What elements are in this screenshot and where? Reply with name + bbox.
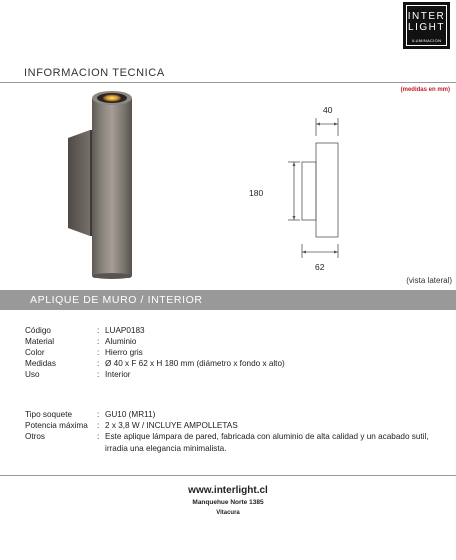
spec-label: Material — [25, 337, 55, 346]
spec-value: Aluminio — [105, 337, 137, 346]
spec-colon: : — [97, 421, 100, 430]
spec-label: Medidas — [25, 359, 56, 368]
side-view-diagram — [266, 98, 376, 273]
tube-bottom-rim — [92, 273, 132, 279]
spec-label: Otros — [25, 432, 46, 441]
website-link[interactable]: www.interlight.cl — [188, 485, 268, 496]
wall-plate — [68, 130, 90, 236]
dim-width-label: 40 — [323, 105, 333, 115]
spec-label: Código — [25, 326, 51, 335]
interlight-logo — [403, 2, 450, 49]
spec-label: Uso — [25, 370, 40, 379]
footer-city: Vitacura — [216, 510, 240, 516]
spec-value: LUAP0183 — [105, 326, 145, 335]
spec-value: GU10 (MR11) — [105, 410, 156, 419]
dim-depth-label: 62 — [315, 262, 325, 272]
lamp-tube — [92, 96, 132, 278]
spec-label: Tipo soquete — [25, 410, 73, 419]
logo-line-2: LIGHT — [408, 22, 445, 33]
logo-frame — [406, 5, 447, 46]
diagram-wall-plate — [302, 162, 316, 220]
spec-colon: : — [97, 337, 100, 346]
spec-colon: : — [97, 359, 100, 368]
footer-address: Manquehue Norte 1385 — [192, 499, 264, 506]
product-category-title: APLIQUE DE MURO / INTERIOR — [30, 294, 203, 306]
section-title: INFORMACION TECNICA — [24, 67, 165, 79]
product-category-band — [0, 290, 456, 310]
bottom-divider — [0, 475, 456, 476]
spec-value: Hierro gris — [105, 348, 143, 357]
spec-label: Color — [25, 348, 45, 357]
spec-colon: : — [97, 326, 100, 335]
spec-colon: : — [97, 410, 100, 419]
side-view-note: (vista lateral) — [406, 276, 452, 285]
spec-colon: : — [97, 370, 100, 379]
top-divider — [0, 82, 456, 83]
logo-line-3: ILUMINACION — [411, 38, 442, 43]
dim-height-label: 180 — [249, 188, 264, 198]
diagram-tube — [316, 143, 338, 237]
bulb — [103, 95, 121, 102]
spec-value: 2 x 3,8 W / INCLUYE AMPOLLETAS — [105, 421, 238, 430]
spec-value: Interior — [105, 370, 131, 379]
spec-description: Este aplique lámpara de pared, fabricada con aluminio de alta calidad y un acabado sutil, irradia una elegancia minimalista. — [105, 432, 429, 453]
spec-colon: : — [97, 348, 100, 357]
logo-line-1: INTER — [407, 11, 446, 22]
product-photo — [60, 86, 150, 280]
spec-label: Potencia máxima — [25, 421, 88, 430]
units-note: (medidas en mm) — [400, 87, 450, 93]
spec-colon: : — [97, 432, 100, 441]
spec-value: Ø 40 x F 62 x H 180 mm (diámetro x fondo x alto) — [105, 359, 285, 368]
